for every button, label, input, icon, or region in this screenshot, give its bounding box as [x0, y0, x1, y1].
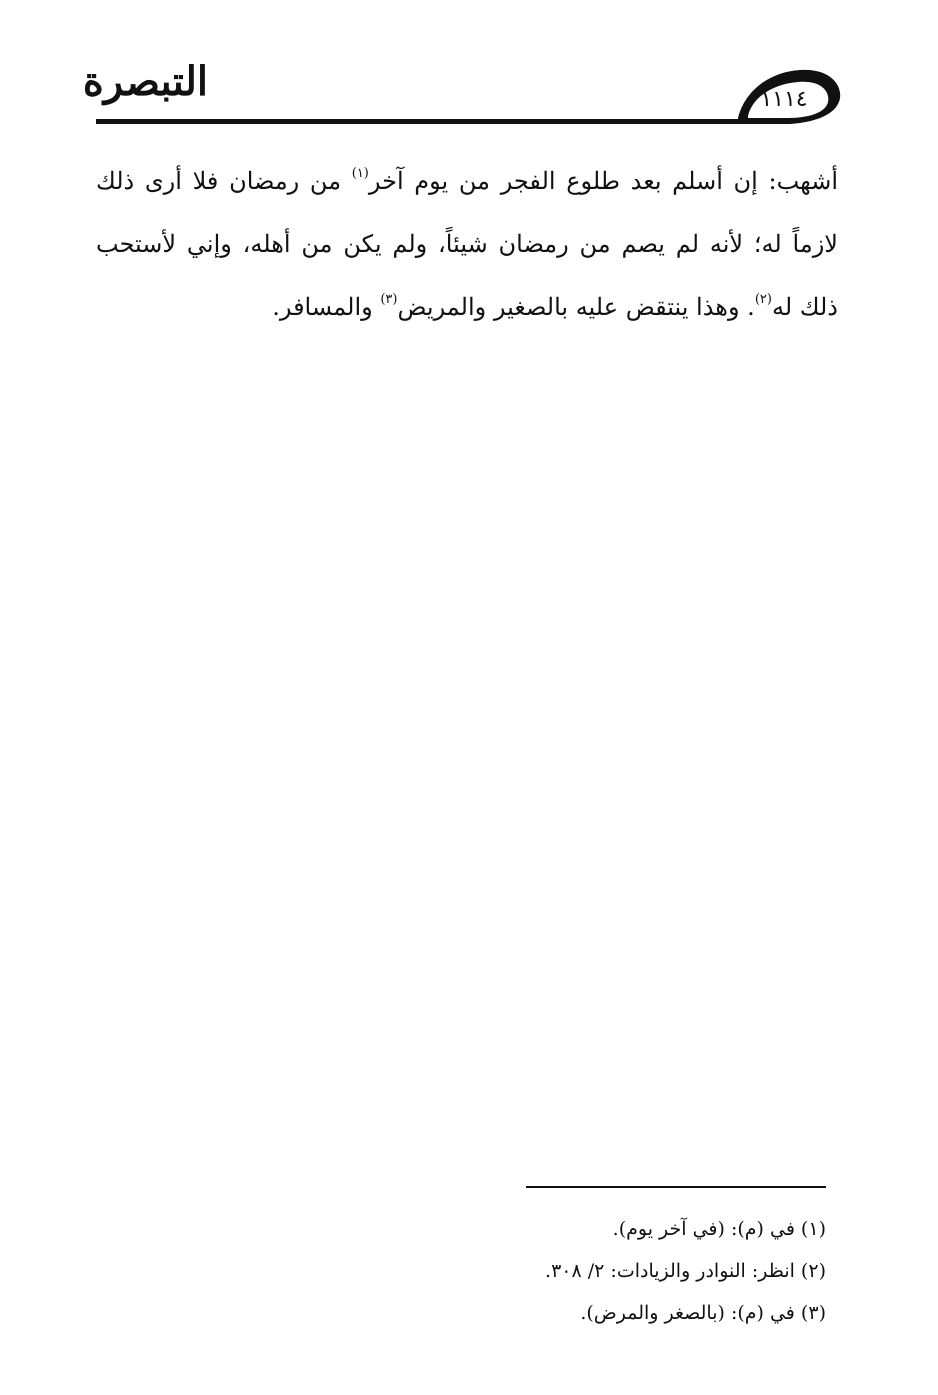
footnote-1: (١) في (م): (في آخر يوم). [612, 1218, 826, 1240]
footnote-3: (٣) في (م): (بالصغر والمرض). [580, 1302, 826, 1324]
footnote-2: (٢) انظر: النوادر والزيادات: ٢/ ٣٠٨. [545, 1260, 826, 1282]
text-line-3 [96, 276, 838, 339]
text-segment: والمسافر. [272, 293, 381, 321]
text-line-1 [96, 150, 838, 213]
text-segment: أشهب: إن أسلم بعد طلوع الفجر من يوم آخر [368, 167, 838, 195]
text-segment: ذلك له [771, 293, 838, 321]
header-rule [96, 119, 742, 124]
text-segment: . وهذا ينتقض عليه بالصغير والمريض [397, 293, 755, 321]
page-number: ١١١٤ [760, 87, 808, 112]
text-segment: من رمضان فلا أرى ذلك [96, 167, 352, 195]
footnote-ref-3: (٣) [380, 292, 398, 307]
book-title: التبصرة [82, 58, 208, 105]
text-line-2: لازماً له؛ لأنه لم يصم من رمضان شيئاً، ولم يكن من أهله، وإني لأستحب [96, 230, 838, 258]
footnotes [300, 1208, 826, 1334]
footnote-ref-1: (١) [351, 166, 369, 181]
footnote-ref-2: (٢) [754, 292, 772, 307]
main-text [96, 150, 838, 339]
page-header [0, 0, 938, 140]
footnote-separator [526, 1186, 826, 1188]
